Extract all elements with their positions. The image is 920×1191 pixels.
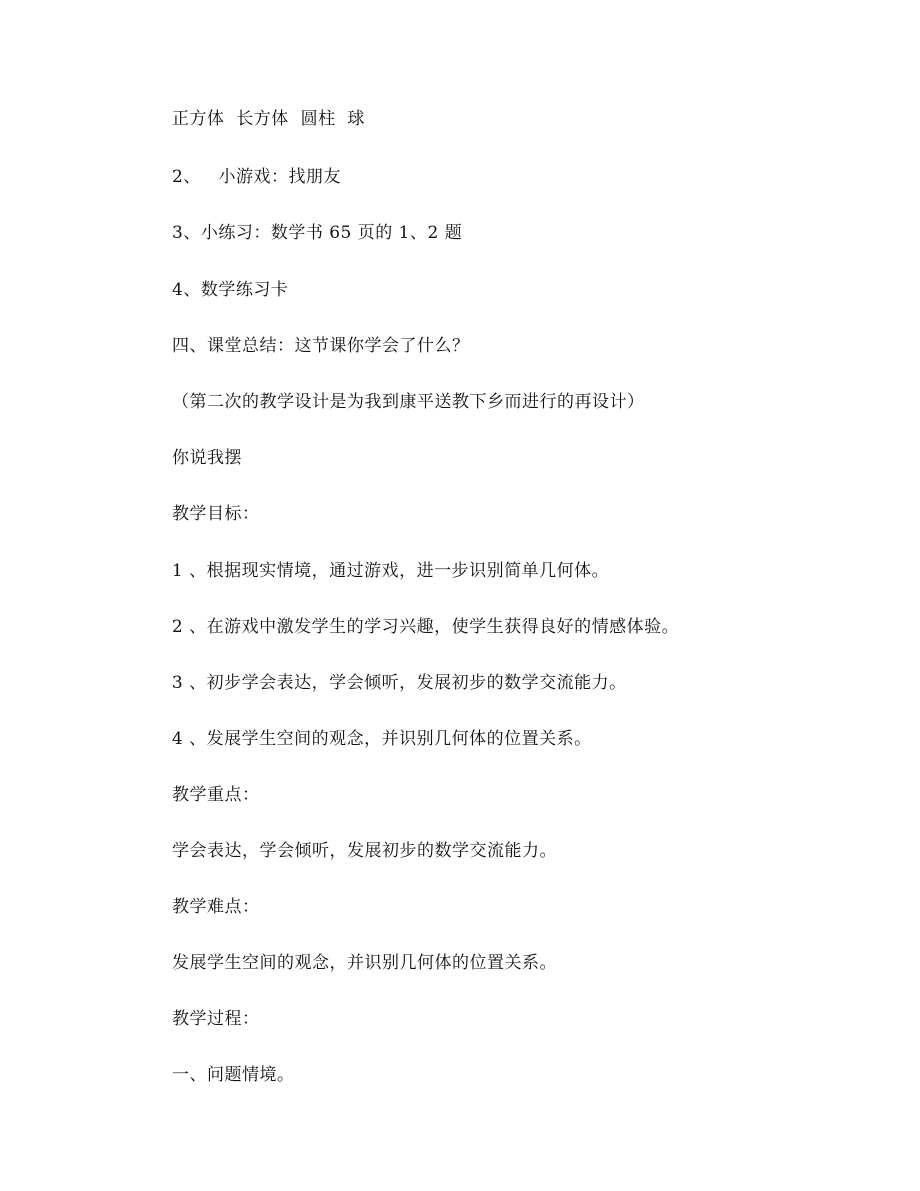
text-line-practice-card: 4、数学练习卡 — [172, 280, 289, 300]
objective-item-1: 1 、根据现实情境，通过游戏，进一步识别简单几何体。 — [166, 561, 610, 581]
text-line-note: （第二次的教学设计是为我到康平送教下乡而进行的再设计） — [172, 392, 645, 412]
key-points-text: 学会表达，学会倾听，发展初步的数学交流能力。 — [172, 841, 557, 861]
text-line-summary: 四、课堂总结：这节课你学会了什么？ — [172, 336, 470, 356]
heading-difficulties: 教学难点： — [172, 897, 260, 917]
heading-key-points: 教学重点： — [172, 785, 260, 805]
objective-item-3: 3 、初步学会表达，学会倾听，发展初步的数学交流能力。 — [166, 673, 627, 693]
text-line-exercise: 3、小练习：数学书 65 页的 1、2 题 — [172, 223, 463, 243]
text-line-shapes: 正方体 长方体 圆柱 球 — [172, 109, 365, 129]
difficulties-text: 发展学生空间的观念，并识别几何体的位置关系。 — [172, 953, 557, 973]
objective-item-2: 2 、在游戏中激发学生的学习兴趣，使学生获得良好的情感体验。 — [166, 617, 680, 637]
text-line-game: 2、 小游戏：找朋友 — [172, 167, 342, 187]
objective-item-4: 4 、发展学生空间的观念，并识别几何体的位置关系。 — [166, 729, 592, 749]
lesson-title: 你说我摆 — [172, 448, 242, 468]
process-step-1: 一、问题情境。 — [172, 1065, 295, 1085]
heading-objectives: 教学目标： — [172, 504, 260, 524]
heading-process: 教学过程： — [172, 1009, 260, 1029]
